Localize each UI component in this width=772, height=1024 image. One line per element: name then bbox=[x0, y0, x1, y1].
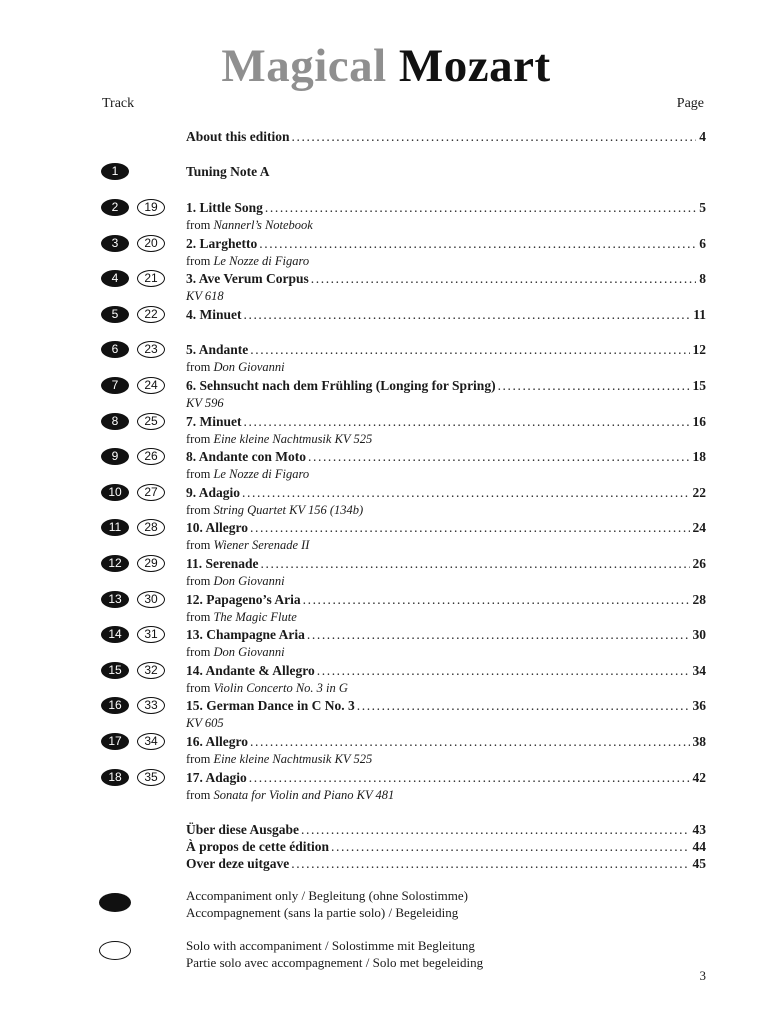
from-label: from bbox=[186, 574, 211, 588]
toc-row-piece bbox=[0, 341, 772, 374]
toc-row-about bbox=[0, 128, 772, 146]
toc-row-piece bbox=[0, 769, 772, 802]
track-column-header: Track bbox=[102, 96, 135, 111]
dot-leader bbox=[311, 270, 696, 288]
dot-leader bbox=[317, 662, 690, 680]
toc-page: 42 bbox=[692, 770, 706, 785]
toc-title: 17. Adagio bbox=[186, 770, 247, 785]
toc-row-piece bbox=[0, 413, 772, 446]
toc-page: 45 bbox=[692, 856, 706, 871]
track-badge-solo: 21 bbox=[137, 270, 165, 287]
toc-page: 26 bbox=[692, 556, 706, 571]
track-badge-solo: 33 bbox=[137, 697, 165, 714]
toc-title: À propos de cette édition bbox=[186, 839, 329, 854]
toc-entry[interactable] bbox=[186, 270, 706, 288]
toc-page: 4 bbox=[699, 129, 706, 144]
toc-row-piece bbox=[0, 591, 772, 624]
title-word-mozart: Mozart bbox=[398, 40, 551, 92]
toc-row-tuning bbox=[0, 163, 772, 181]
toc-page: 34 bbox=[692, 663, 706, 678]
from-label: from bbox=[186, 752, 211, 766]
dot-leader bbox=[250, 341, 689, 359]
track-badge-accompaniment: 11 bbox=[101, 519, 129, 536]
track-badge-accompaniment: 7 bbox=[101, 377, 129, 394]
toc-page: 18 bbox=[692, 449, 706, 464]
toc-row-piece bbox=[0, 484, 772, 517]
dot-leader bbox=[261, 555, 690, 573]
toc-row-piece bbox=[0, 733, 772, 766]
toc-entry[interactable] bbox=[186, 413, 706, 431]
track-badge-accompaniment: 15 bbox=[101, 662, 129, 679]
toc-page: 16 bbox=[692, 414, 706, 429]
toc-title: 2. Larghetto bbox=[186, 236, 258, 251]
toc-entry[interactable] bbox=[186, 626, 706, 644]
dot-leader bbox=[242, 484, 689, 502]
source-work: Sonata for Violin and Piano KV 481 bbox=[213, 788, 395, 802]
toc-title: Tuning Note A bbox=[186, 164, 270, 179]
dot-leader bbox=[331, 838, 690, 856]
source-work: Eine kleine Nachtmusik KV 525 bbox=[213, 432, 373, 446]
toc-page: 30 bbox=[692, 627, 706, 642]
track-badge-solo: 26 bbox=[137, 448, 165, 465]
toc-entry[interactable] bbox=[186, 199, 706, 217]
toc-entry[interactable] bbox=[186, 733, 706, 751]
toc-title: 8. Andante con Moto bbox=[186, 449, 307, 464]
toc-source bbox=[186, 502, 363, 518]
track-badge-accompaniment: 5 bbox=[101, 306, 129, 323]
from-label: from bbox=[186, 645, 211, 659]
toc-entry[interactable] bbox=[186, 341, 706, 359]
toc-title: 14. Andante & Allegro bbox=[186, 663, 315, 678]
toc-entry[interactable] bbox=[186, 448, 706, 466]
toc-title: 7. Minuet bbox=[186, 414, 242, 429]
legend-filled-track-icon bbox=[99, 893, 131, 912]
track-badge-solo: 27 bbox=[137, 484, 165, 501]
source-work: Nannerl’s Notebook bbox=[213, 218, 313, 232]
from-label: from bbox=[186, 610, 211, 624]
track-badge-accompaniment: 3 bbox=[101, 235, 129, 252]
toc-title: 15. German Dance in C No. 3 bbox=[186, 698, 355, 713]
toc-row-piece bbox=[0, 377, 772, 410]
toc-source bbox=[186, 395, 224, 411]
toc-entry[interactable] bbox=[186, 769, 706, 787]
source-work: The Magic Flute bbox=[213, 610, 297, 624]
toc-page: 15 bbox=[692, 378, 706, 393]
toc-page: 12 bbox=[692, 342, 706, 357]
toc-row-translation bbox=[0, 855, 772, 873]
toc-title: 3. Ave Verum Corpus bbox=[186, 271, 309, 286]
toc-row-piece bbox=[0, 270, 772, 303]
legend-accompaniment-line1: Accompaniment only / Begleitung (ohne Solostimme) bbox=[186, 888, 468, 903]
source-work: Violin Concerto No. 3 in G bbox=[213, 681, 348, 695]
toc-page: 22 bbox=[692, 485, 706, 500]
toc-title: Über diese Ausgabe bbox=[186, 822, 300, 837]
toc-source bbox=[186, 466, 309, 482]
dot-leader bbox=[244, 413, 690, 431]
toc-page: 24 bbox=[692, 520, 706, 535]
toc-row-translation bbox=[0, 838, 772, 856]
track-badge-solo: 28 bbox=[137, 519, 165, 536]
track-badge-solo: 25 bbox=[137, 413, 165, 430]
dot-leader bbox=[498, 377, 690, 395]
track-badge-accompaniment: 12 bbox=[101, 555, 129, 572]
dot-leader bbox=[249, 769, 690, 787]
track-badge-accompaniment: 1 bbox=[101, 163, 129, 180]
track-badge-accompaniment: 16 bbox=[101, 697, 129, 714]
dot-leader bbox=[291, 855, 689, 873]
page-column-header: Page bbox=[676, 96, 704, 111]
toc-page: 36 bbox=[692, 698, 706, 713]
toc-source bbox=[186, 573, 285, 589]
source-work: KV 618 bbox=[186, 289, 224, 303]
toc-title: 16. Allegro bbox=[186, 734, 248, 749]
track-badge-solo: 34 bbox=[137, 733, 165, 750]
toc-row-piece bbox=[0, 626, 772, 659]
dot-leader bbox=[250, 733, 690, 751]
source-work: Don Giovanni bbox=[213, 574, 285, 588]
toc-entry[interactable] bbox=[186, 377, 706, 395]
toc-entry[interactable] bbox=[186, 519, 706, 537]
dot-leader bbox=[303, 591, 690, 609]
toc-entry[interactable] bbox=[186, 306, 706, 324]
toc-row-piece bbox=[0, 697, 772, 730]
toc-entry[interactable] bbox=[186, 235, 706, 253]
toc-row-translation bbox=[0, 821, 772, 839]
toc-row-piece bbox=[0, 448, 772, 481]
toc-source bbox=[186, 253, 309, 269]
dot-leader bbox=[259, 235, 696, 253]
toc-source bbox=[186, 644, 285, 660]
from-label: from bbox=[186, 681, 211, 695]
toc-page: 5 bbox=[699, 200, 706, 215]
toc-page: 11 bbox=[693, 307, 706, 322]
track-badge-accompaniment: 13 bbox=[101, 591, 129, 608]
toc-entry[interactable] bbox=[186, 821, 706, 839]
toc-entry[interactable] bbox=[186, 838, 706, 856]
toc-source bbox=[186, 609, 297, 625]
toc-entry[interactable] bbox=[186, 855, 706, 873]
toc-row-piece bbox=[0, 519, 772, 552]
from-label: from bbox=[186, 360, 211, 374]
track-badge-solo: 29 bbox=[137, 555, 165, 572]
track-badge-solo: 31 bbox=[137, 626, 165, 643]
toc-page: 8 bbox=[699, 271, 706, 286]
from-label: from bbox=[186, 788, 211, 802]
dot-leader bbox=[308, 448, 689, 466]
toc-entry[interactable] bbox=[186, 662, 706, 680]
track-badge-accompaniment: 14 bbox=[101, 626, 129, 643]
toc-page: 38 bbox=[692, 734, 706, 749]
dot-leader bbox=[357, 697, 690, 715]
legend-open-track-icon bbox=[99, 941, 131, 960]
from-label: from bbox=[186, 254, 211, 268]
toc-row-piece bbox=[0, 199, 772, 232]
toc-source bbox=[186, 787, 394, 803]
from-label: from bbox=[186, 432, 211, 446]
toc-page: 28 bbox=[692, 592, 706, 607]
dot-leader bbox=[307, 626, 690, 644]
toc-title: 13. Champagne Aria bbox=[186, 627, 305, 642]
toc-title: 6. Sehnsucht nach dem Frühling (Longing for Spring) bbox=[186, 378, 496, 393]
toc-row-piece bbox=[0, 306, 772, 324]
track-badge-solo: 23 bbox=[137, 341, 165, 358]
toc-source bbox=[186, 431, 372, 447]
track-badge-solo: 30 bbox=[137, 591, 165, 608]
toc-page: 43 bbox=[692, 822, 706, 837]
toc-source bbox=[186, 359, 285, 375]
source-work: Don Giovanni bbox=[213, 645, 285, 659]
track-badge-solo: 22 bbox=[137, 306, 165, 323]
track-badge-accompaniment: 17 bbox=[101, 733, 129, 750]
toc-row-piece bbox=[0, 555, 772, 588]
toc-title: Over deze uitgave bbox=[186, 856, 290, 871]
source-work: Don Giovanni bbox=[213, 360, 285, 374]
from-label: from bbox=[186, 503, 211, 517]
source-work: Le Nozze di Figaro bbox=[213, 467, 310, 481]
toc-title: 4. Minuet bbox=[186, 307, 242, 322]
track-badge-accompaniment: 8 bbox=[101, 413, 129, 430]
dot-leader bbox=[250, 519, 690, 537]
source-work: KV 605 bbox=[186, 716, 224, 730]
source-work: Eine kleine Nachtmusik KV 525 bbox=[213, 752, 373, 766]
track-badge-accompaniment: 10 bbox=[101, 484, 129, 501]
toc-title: 1. Little Song bbox=[186, 200, 263, 215]
page-title bbox=[0, 36, 772, 96]
toc-title: About this edition bbox=[186, 129, 290, 144]
track-badge-accompaniment: 18 bbox=[101, 769, 129, 786]
track-badge-solo: 35 bbox=[137, 769, 165, 786]
toc-title: 10. Allegro bbox=[186, 520, 248, 535]
toc-title: 9. Adagio bbox=[186, 485, 241, 500]
track-badge-accompaniment: 9 bbox=[101, 448, 129, 465]
toc-title: 11. Serenade bbox=[186, 556, 259, 571]
toc-entry[interactable] bbox=[186, 697, 706, 715]
toc-source bbox=[186, 715, 224, 731]
toc-source bbox=[186, 680, 348, 696]
toc-row-piece bbox=[0, 235, 772, 268]
toc-source bbox=[186, 288, 224, 304]
toc-row-piece bbox=[0, 662, 772, 695]
toc-source bbox=[186, 537, 309, 553]
from-label: from bbox=[186, 218, 211, 232]
toc-entry[interactable] bbox=[186, 163, 706, 181]
from-label: from bbox=[186, 538, 211, 552]
from-label: from bbox=[186, 467, 211, 481]
legend-solo-line1: Solo with accompaniment / Solostimme mit Begleitung bbox=[186, 938, 475, 953]
source-work: Wiener Serenade II bbox=[213, 538, 310, 552]
source-work: KV 596 bbox=[186, 396, 224, 410]
track-badge-solo: 20 bbox=[137, 235, 165, 252]
toc-title: 5. Andante bbox=[186, 342, 249, 357]
source-work: String Quartet KV 156 (134b) bbox=[213, 503, 364, 517]
toc-page: 44 bbox=[692, 839, 706, 854]
track-badge-accompaniment: 6 bbox=[101, 341, 129, 358]
toc-entry[interactable] bbox=[186, 591, 706, 609]
source-work: Le Nozze di Figaro bbox=[213, 254, 310, 268]
toc-entry[interactable] bbox=[186, 555, 706, 573]
toc-source bbox=[186, 751, 372, 767]
track-badge-solo: 19 bbox=[137, 199, 165, 216]
toc-entry[interactable] bbox=[186, 128, 706, 146]
page-number: 3 bbox=[699, 968, 706, 983]
track-badge-accompaniment: 4 bbox=[101, 270, 129, 287]
track-badge-accompaniment: 2 bbox=[101, 199, 129, 216]
dot-leader bbox=[244, 306, 691, 324]
track-badge-solo: 24 bbox=[137, 377, 165, 394]
title-word-magical: Magical bbox=[221, 40, 387, 92]
toc-source bbox=[186, 217, 313, 233]
toc-entry[interactable] bbox=[186, 484, 706, 502]
dot-leader bbox=[265, 199, 696, 217]
legend-accompaniment-line2: Accompagnement (sans la partie solo) / Begeleiding bbox=[186, 905, 459, 920]
dot-leader bbox=[301, 821, 689, 839]
legend-solo-line2: Partie solo avec accompagnement / Solo met begeleiding bbox=[186, 955, 484, 970]
track-badge-solo: 32 bbox=[137, 662, 165, 679]
dot-leader bbox=[292, 128, 697, 146]
toc-page: 6 bbox=[699, 236, 706, 251]
toc-title: 12. Papageno’s Aria bbox=[186, 592, 301, 607]
